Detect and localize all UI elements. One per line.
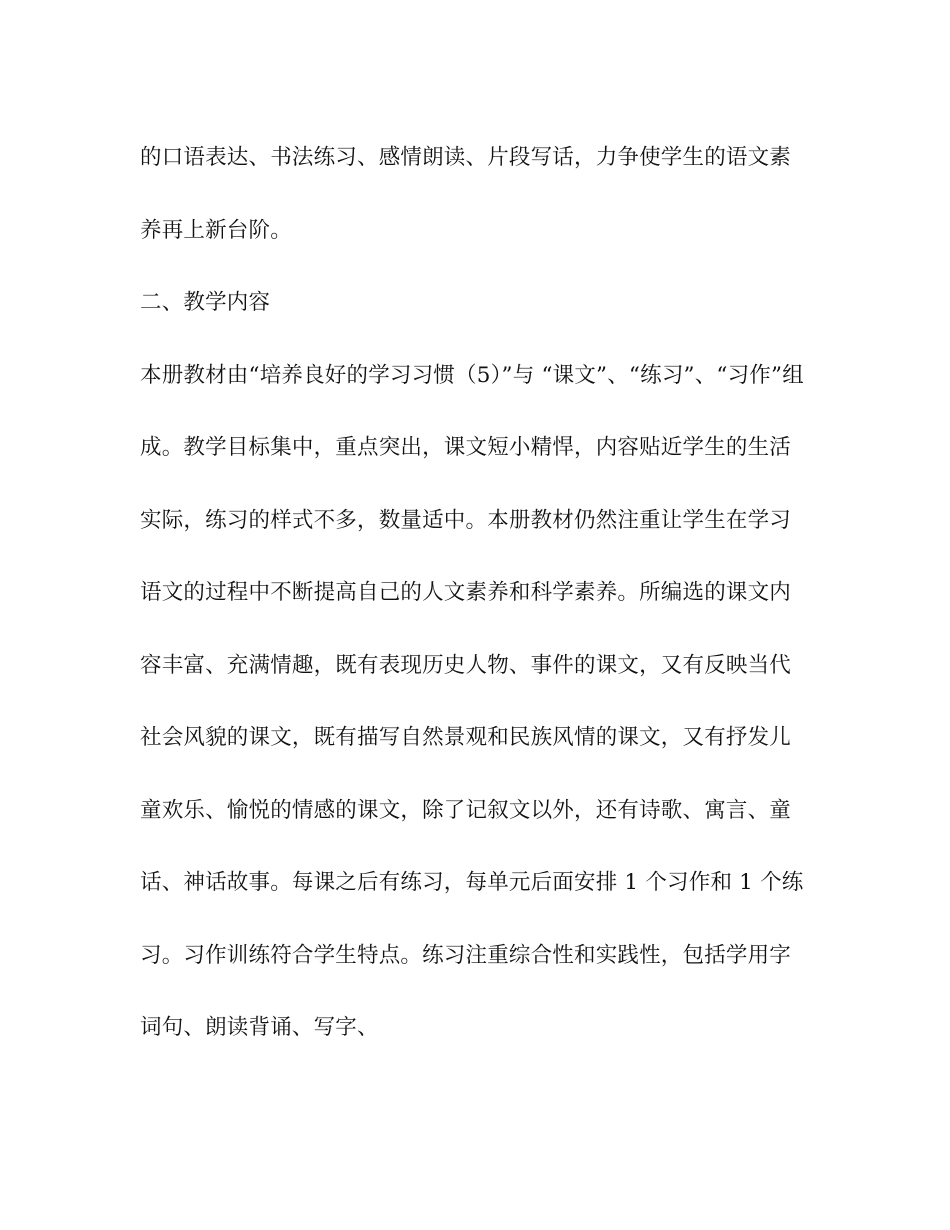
text-line: 童欢乐、愉悦的情感的课文，除了记叙文以外，还有诗歌、寓言、童	[140, 797, 792, 823]
text-line: 本册教材由“培养良好的学习习惯（5）”与 “课文”、“练习”、“习作”组	[140, 362, 804, 388]
text-line: 话、神话故事。每课之后有练习，每单元后面安排 1 个习作和 1 个练	[140, 870, 804, 895]
text-line: 容丰富、充满情趣，既有表现历史人物、事件的课文，又有反映当代	[140, 652, 792, 678]
section-heading: 二、教学内容	[140, 290, 271, 315]
body-text	[140, 138, 810, 1081]
text-line: 实际，练习的样式不多，数量适中。本册教材仍然注重让学生在学习	[140, 507, 792, 533]
text-line: 的口语表达、书法练习、感情朗读、片段写话，力争使学生的语文素	[140, 145, 792, 170]
text-line: 社会风貌的课文，既有描写自然景观和民族风情的课文，又有抒发儿	[140, 725, 792, 750]
text-line: 养再上新台阶。	[140, 217, 292, 243]
text-line: 语文的过程中不断提高自己的人文素养和科学素养。所编选的课文内	[140, 580, 792, 605]
text-line: 习。习作训练符合学生特点。练习注重综合性和实践性，包括学用字	[140, 942, 792, 968]
text-line: 词句、朗读背诵、写字、	[140, 1015, 379, 1040]
text-line: 成。教学目标集中，重点突出，课文短小精悍，内容贴近学生的生活	[140, 435, 792, 460]
